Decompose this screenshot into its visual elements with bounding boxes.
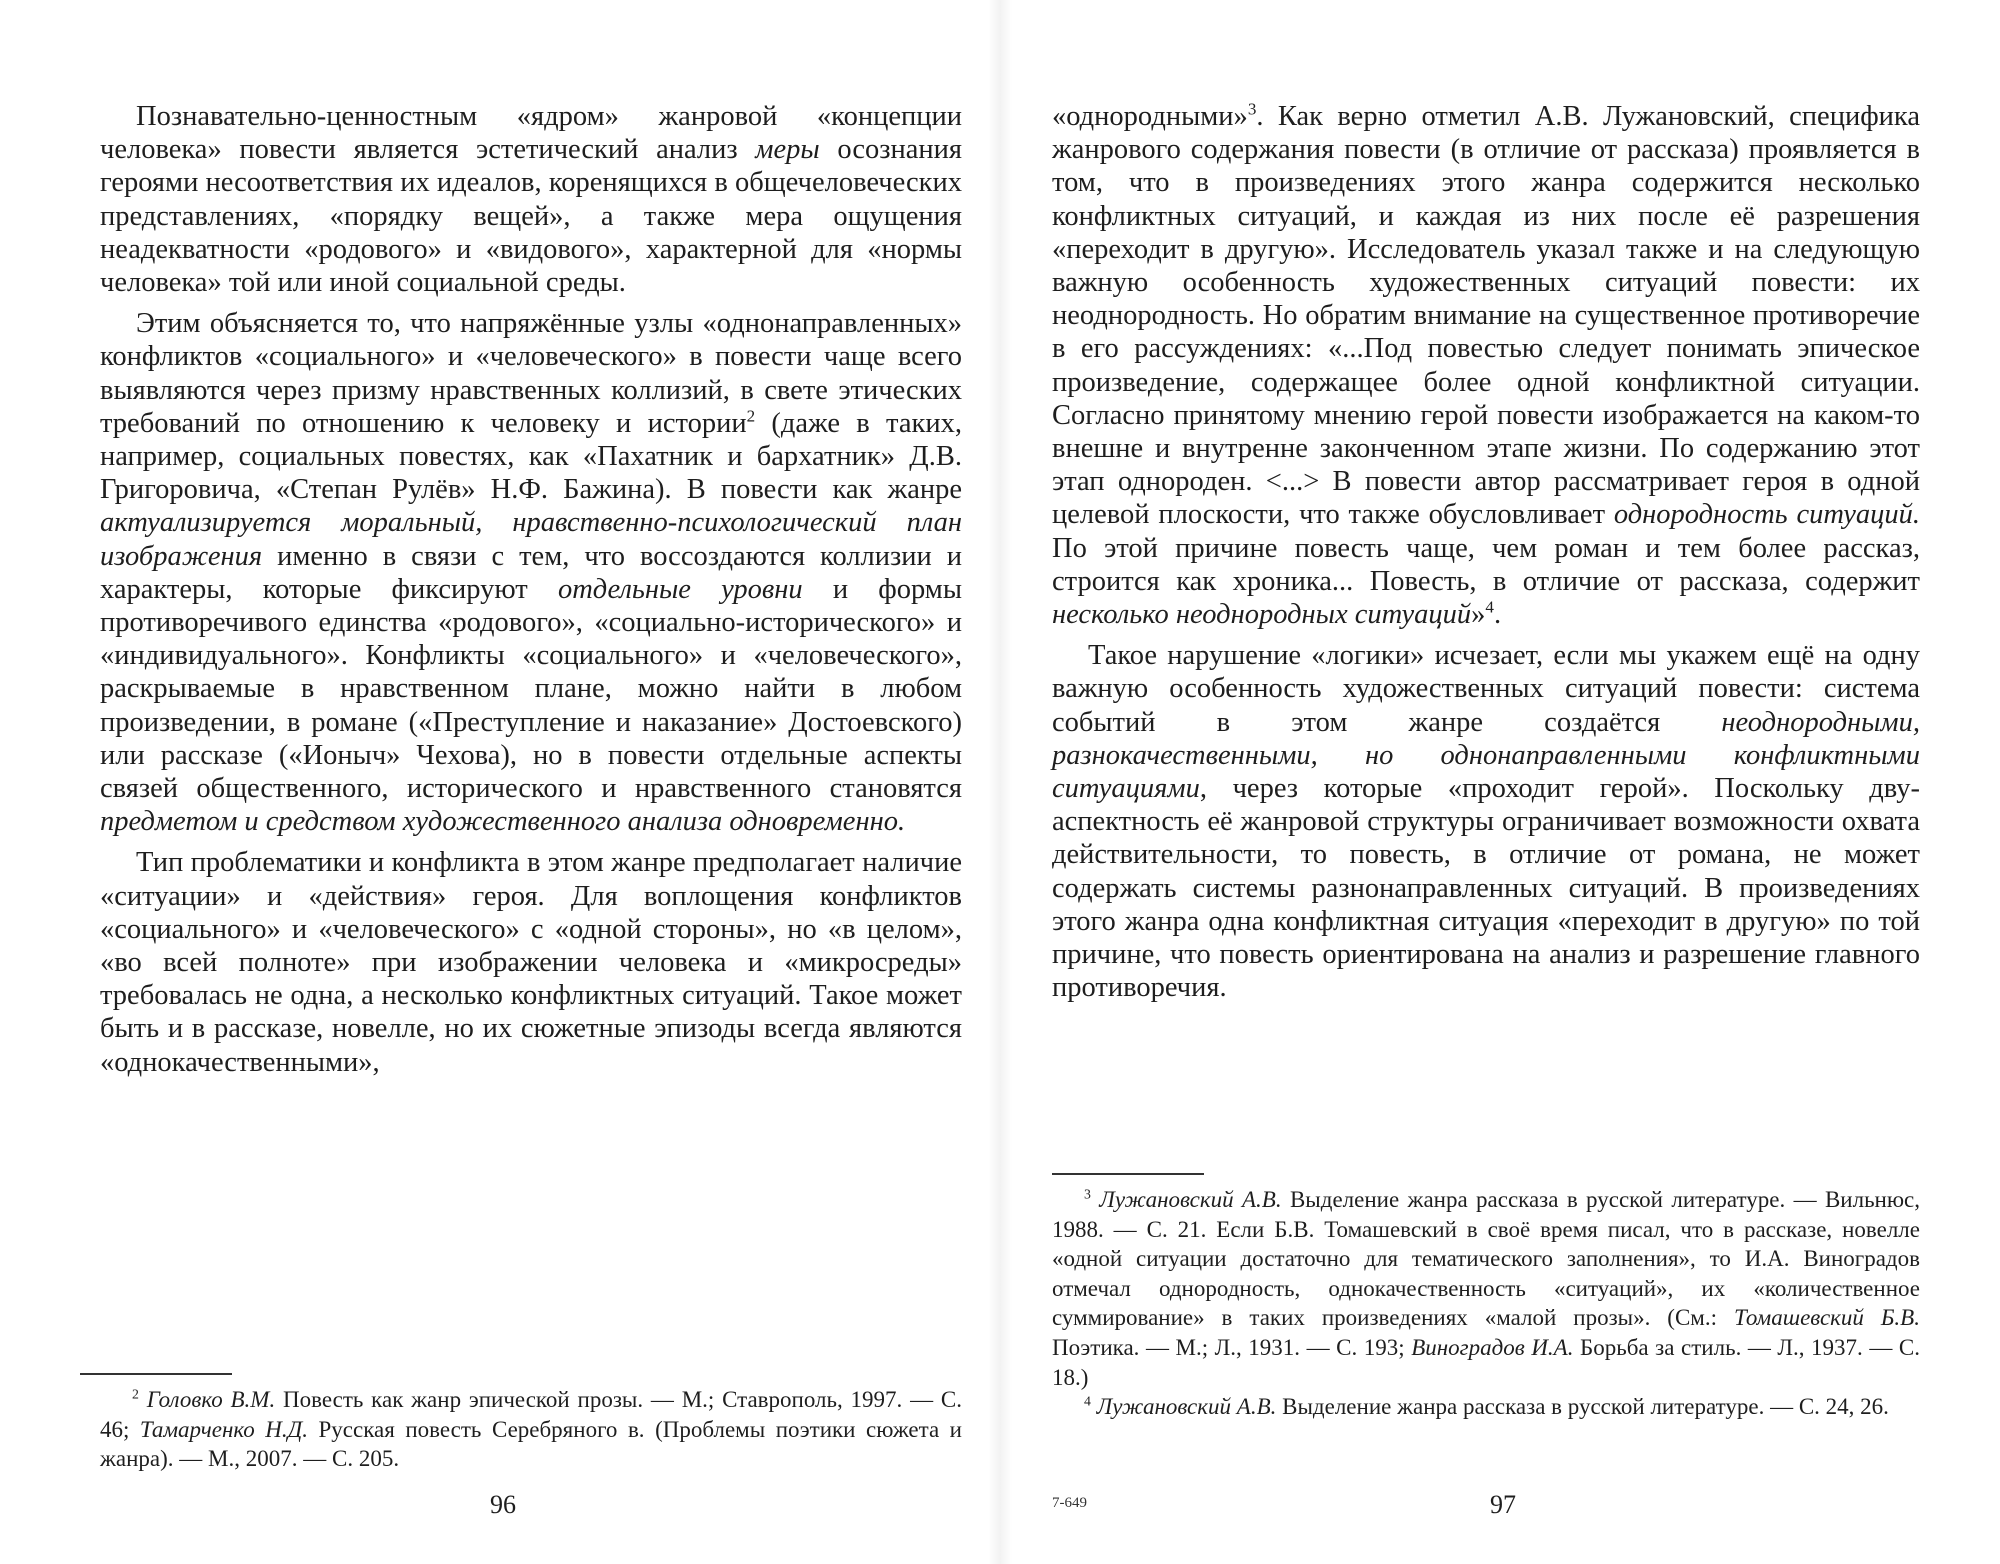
footnote-ref: 2	[746, 406, 756, 426]
text-run: Такое нарушение «логики» исчезает, если мы укажем ещё на одну важную особенность художественных ситуаций повести: система событий в этом жанре создаётся	[1052, 640, 1920, 738]
italic-run: Лужановский А.В.	[1096, 1394, 1277, 1420]
text-run: Борьба за стиль. — Л., 1937. — С. 18.)	[1052, 1334, 1920, 1390]
italic-run: Томашевский Б.В.	[1733, 1305, 1920, 1331]
text-run: Тип проблематики и конфликта в этом жанре предполагает наличие «ситуации» и «действия» героя. Для воплощения конфликтов «социального» и «человеческого» с «одной стороны», но «в целом», «во всей полноте» при изображении человека и «микросреды» требовалась не одна, а несколько конфликтных ситуаций. Такое может быть и в рассказе, новелле, но их сюжетные эпизоды всегда являются «однокачественными»,	[100, 847, 962, 1078]
italic-run: Головко В.М.	[146, 1387, 276, 1412]
text-run: (даже в таких, например, социальных повестях, как «Пахатник и бархатник» Д.В. Григоровича, «Степан Рулёв» Н.Ф. Бажина). В повести как жанре	[100, 407, 962, 506]
right-body-text	[1052, 100, 1920, 1004]
italic-run: меры	[755, 134, 820, 166]
text-run: Этим объясняется то, что напряжённые узлы «однонаправленных» конфликтов «социального» и «человеческого» в повести чаще всего выявляются через призму нравственных коллизий, в свете этических требований по отношению к человеку и истории	[100, 308, 962, 439]
left-body-text	[100, 100, 962, 1079]
footnote-ref: 2	[132, 1386, 139, 1402]
footnote	[100, 1385, 962, 1474]
footnote-rule	[1052, 1173, 1204, 1175]
footnote-ref: 4	[1485, 597, 1494, 617]
signature-mark: 7-649	[1052, 1495, 1087, 1511]
italic-run: Виноградов И.А.	[1411, 1334, 1574, 1360]
text-run: »	[1471, 599, 1486, 631]
text-run: Выделение жанра рассказа в русской литературе. — С. 24, 26.	[1276, 1394, 1889, 1420]
text-run: Русская повесть Серебряного в. (Проблемы поэтики сюжета и жанра). — М., 2007. — С. 205.	[100, 1416, 962, 1472]
italic-run: неоднородными, разнокачественными, но однонаправленными конфликтными ситуациями	[1052, 706, 1920, 805]
left-footnotes	[100, 1385, 962, 1474]
text-run: Повесть как жанр эпической прозы. — М.; Ставрополь, 1997. — С. 46;	[100, 1387, 962, 1442]
italic-run: предметом и средством художественного анализа одновременно.	[100, 806, 906, 838]
italic-run: несколько неоднородных ситуаций	[1052, 599, 1472, 631]
paragraph	[1052, 100, 1920, 631]
text-run: По этой причине повесть чаще, чем роман и тем более рассказ, строится как хроника... Повесть, в отличие от рассказа, содержит	[1052, 532, 1920, 597]
text-run: именно в связи с тем, что воссоздаются коллизии и характеры, которые фиксируют	[100, 540, 962, 605]
text-run: , через которые «проходит герой». Поскольку двуаспектность её жанровой структуры ограничивает возможности охвата действительности, то повесть, в отличие от романа, не может содержать системы разнонаправленных ситуаций. В произведениях этого жанра одна конфликтная ситуация «переходит в другую» по той причине, что повесть ориентирована на анализ и разрешение главного противоречия.	[1052, 773, 1920, 1004]
italic-run: актуализируется моральный, нравственно-психологический план изображения	[100, 507, 962, 572]
text-run: .	[1493, 599, 1502, 631]
footnote	[1052, 1185, 1920, 1392]
paragraph	[1052, 639, 1920, 1004]
text-run: Поэтика. — М.; Л., 1931. — С. 193;	[1052, 1334, 1412, 1360]
text-run: осознания героями несоответствия их идеалов, коренящихся в общечеловеческих представлениях, «порядку вещей», а также мера ощущения неадекватности «родового» и «видового», характерной для «нормы человека» той или иной социальной среды.	[100, 134, 962, 299]
italic-run: Тамарченко Н.Д.	[139, 1416, 308, 1442]
text-run: Познавательно-ценностным «ядром» жанровой «концепции человека» повести является эстетический анализ	[100, 101, 962, 166]
text-run: «однородными»	[1052, 101, 1248, 132]
page-number: 96	[490, 1490, 516, 1519]
right-footnotes	[1052, 1185, 1920, 1422]
text-run: . Как верно отметил А.В. Лужановский, специфика жанрового содержания повести (в отличие от рассказа) проявляется в том, что в произведениях этого жанра содержится несколько конфликтных ситуаций, и каждая из них после её разрешения «переходит в другую». Исследователь указал также и на следующую важную особенность художественных ситуаций повести: их неоднородность. Но обратим внимание на существенное противоречие в его рассуждениях: «...Под повестью следует понимать эпическое произведение, содержащее более одной конфликтной ситуации. Согласно принятому мнению герой повести изображается на каком-то внешне и внутренне законченном этапе жизни. По содержанию этот этап однороден. <...> В повести автор рассматривает героя в одной целевой плоскости, что также обусловливает	[1052, 101, 1920, 531]
footnote-ref: 4	[1084, 1393, 1091, 1409]
italic-run: отдельные уровни	[557, 573, 803, 605]
text-run	[139, 1387, 147, 1412]
footnote	[1052, 1392, 1920, 1422]
page-number: 97	[1490, 1490, 1516, 1519]
paragraph	[100, 846, 962, 1078]
paragraph	[100, 307, 962, 838]
right-page	[1000, 0, 2000, 1564]
footnote-ref: 3	[1084, 1186, 1091, 1202]
italic-run: однородность ситуаций.	[1613, 499, 1920, 531]
text-run: и формы противоречивого единства «родового», «социально-исторического» и «индивидуального». Конфликты «социального» и «человеческого», раскрываемые в нравственном плане, можно найти в любом произведении, в романе («Преступление и наказание» Достоевского) или рассказе («Ионыч» Чехова), но в повести отдельные аспекты связей общественного, исторического и нравственного становятся	[100, 573, 962, 805]
italic-run: Лужановский А.В.	[1099, 1187, 1282, 1212]
text-run: Выделение жанра рассказа в русской литературе. — Вильнюс, 1988. — С. 21. Если Б.В. Томашевский в своё время писал, что в рассказе, новелле «одной ситуации достаточно для тематического заполнения», то И.А. Виноградов отмечал однородность, однокачественность «ситуаций», их «количественное суммирование» в таких произведениях «малой прозы». (См.:	[1052, 1187, 1921, 1331]
paragraph	[100, 100, 962, 299]
footnote-ref: 3	[1247, 99, 1257, 119]
footnote-rule	[80, 1373, 232, 1375]
